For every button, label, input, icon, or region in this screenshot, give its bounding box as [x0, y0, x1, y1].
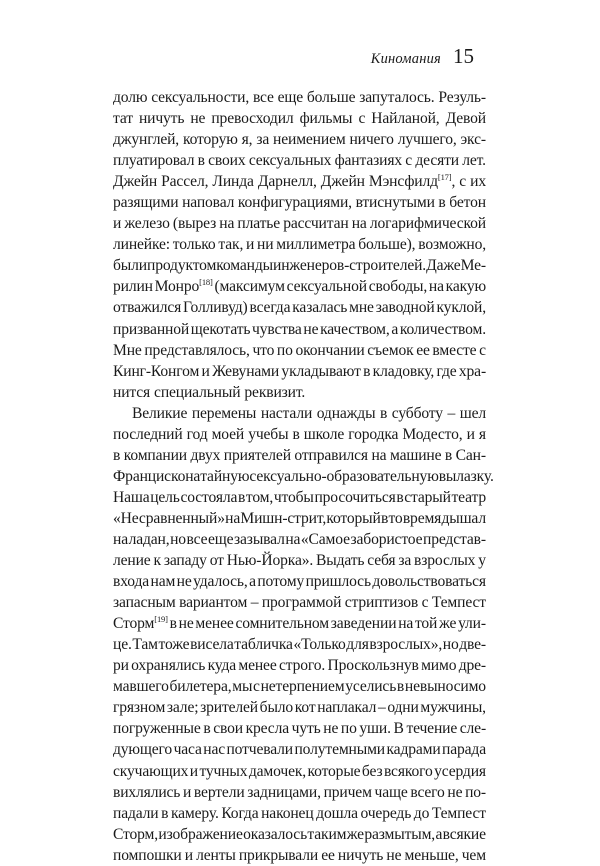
text-line: мавшего билетера, мы с нетерпением уселись в невыносимо: [113, 678, 486, 696]
text-line: Франциско на тайную сексуально-образовательную вылазку.: [113, 467, 494, 485]
text-line: Сторм[19] в не менее сомнительном заведении на той же ули-: [113, 613, 486, 633]
text-line: плуатировал в своих сексуальных фантазиях с десяти лет.: [113, 152, 486, 170]
text-line: линейке: только так, и ни миллиметра больше), возможно,: [113, 236, 486, 254]
text-line: долю сексуальности, все еще больше запуталось. Резуль-: [113, 89, 486, 106]
text-line: Джейн Рассел, Линда Дарнелл, Джейн Мэнсфилд[17], с их: [113, 172, 486, 191]
text-line: грязном зале; зрителей было кот наплакал – одни мужчины,: [113, 699, 486, 717]
text-line: скучающих и тучных дамочек, которые без всякого усердия: [113, 762, 486, 780]
text-line: входа нам не удалось, а потому пришлось довольствоваться: [113, 573, 486, 591]
text-line: Наша цель состояла в том, чтобы просочиться в старый театр: [113, 488, 486, 506]
text-line: ри охранялись куда менее строго. Проскользнув мимо дре-: [113, 657, 486, 675]
footnote-ref: [17]: [437, 172, 452, 182]
text-line: призванной щекотать чувства не качеством, а количеством.: [113, 320, 486, 338]
footnote-ref: [19]: [154, 613, 168, 624]
text-line: Великие перемены настали однажды в субботу – шел: [132, 404, 486, 422]
text-line: Сторм, изображение оказалось таким же размытым, а всякие: [113, 825, 486, 843]
text-line: ление к западу от Нью-Йорка». Выдать себя за взрослых у: [113, 552, 486, 570]
text-line: были продуктом команды инженеров-строителей. Даже Ме-: [113, 257, 486, 275]
text-line: помпошки и ленты прикрывали ее ничуть не меньше, чем: [113, 846, 486, 864]
text-line: Мне представлялось, что по окончании съемок ее вместе с: [113, 341, 486, 359]
page-number: 15: [453, 44, 474, 68]
text-line: рилин Монро[18] (максимум сексуальной свободы, на какую: [113, 277, 486, 296]
text-line: падали в камеру. Когда наконец дошла очередь до Темпест: [113, 804, 486, 822]
text-line: дующего часа нас потчевали полутемными кадрами парада: [113, 741, 486, 759]
text-line: вихлялись и вертели задницами, причем чаще всего не по-: [113, 783, 486, 801]
text-line: в компании двух приятелей отправился на машине в Сан-: [113, 446, 486, 464]
text-line: отважился Голливуд) всегда казалась мне заводной куклой,: [113, 299, 486, 317]
text-line: нится специальный реквизит.: [113, 383, 306, 401]
text-line: Кинг-Конгом и Жевунами укладывают в кладовку, где хра-: [113, 362, 486, 380]
text-line: и железо (вырез на платье рассчитан на логарифмической: [113, 215, 486, 233]
text-line: джунглей, которую я, за неимением ничего лучшего, экс-: [113, 131, 486, 149]
text-line: на ладан, но все еще зазывал на «Самое забористое представ-: [113, 530, 486, 548]
text-line: последний год моей учебы в школе городка Модесто, и я: [113, 425, 486, 443]
running-title: Киномания: [370, 51, 441, 67]
text-line: тат ничуть не превосходил фильмы с Найланой, Девой: [113, 110, 486, 128]
footnote-ref: [18]: [199, 277, 213, 288]
body-text: [113, 87, 494, 866]
text-line: запасным вариантом – программой стриптизов с Темпест: [113, 594, 486, 612]
text-line: разящими наповал конфигурациями, втиснутыми в бетон: [113, 194, 486, 212]
text-line: це. Там тоже висела табличка «Только для взрослых», но две-: [113, 636, 486, 654]
text-line: погруженные в свои кресла чуть не по уши. В течение сле-: [113, 720, 486, 738]
page-header: [371, 44, 474, 69]
text-line: «Несравненный» на Мишн-стрит, который в то время дышал: [113, 509, 486, 527]
